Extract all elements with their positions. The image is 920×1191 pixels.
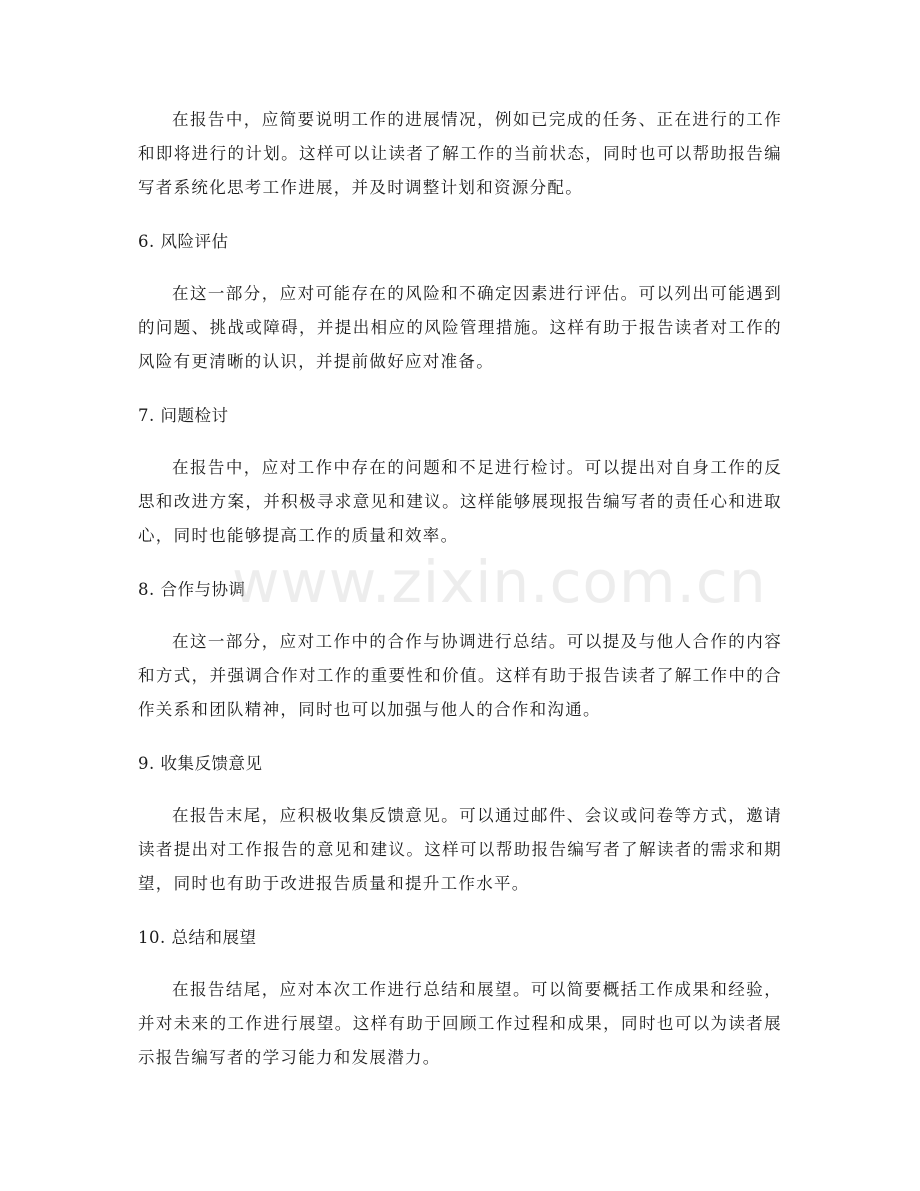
spacer bbox=[138, 205, 782, 225]
spacer bbox=[138, 781, 782, 799]
document-body bbox=[138, 103, 782, 1075]
paragraph-cooperation: 在这一部分，应对工作中的合作与协调进行总结。可以提及与他人合作的内容和方式，并强调合作对工作的重要性和价值。这样有助于报告读者了解工作中的合作关系和团队精神，同时也可以加强与他人的合作和沟通。 bbox=[138, 632, 782, 719]
paragraph-risk-assessment: 在这一部分，应对可能存在的风险和不确定因素进行评估。可以列出可能遇到的问题、挑战或障碍，并提出相应的风险管理措施。这样有助于报告读者对工作的风险有更清晰的认识，并提前做好应对准备。 bbox=[138, 284, 782, 371]
spacer bbox=[138, 553, 782, 573]
paragraph-summary-outlook: 在报告结尾，应对本次工作进行总结和展望。可以简要概括工作成果和经验，并对未来的工作进行展望。这样有助于回顾工作过程和成果，同时也可以为读者展示报告编写者的学习能力和发展潜力。 bbox=[138, 980, 782, 1067]
spacer bbox=[138, 955, 782, 973]
spacer bbox=[138, 607, 782, 625]
section-heading-cooperation: 8. 合作与协调 bbox=[138, 580, 246, 599]
section-heading-feedback: 9. 收集反馈意见 bbox=[138, 754, 263, 773]
spacer bbox=[138, 259, 782, 277]
paragraph-problem-review: 在报告中，应对工作中存在的问题和不足进行检讨。可以提出对自身工作的反思和改进方案，并积极寻求意见和建议。这样能够展现报告编写者的责任心和进取心，同时也能够提高工作的质量和效率。 bbox=[138, 458, 782, 545]
watermark-text: www.zixin.com.cn bbox=[232, 548, 767, 616]
spacer bbox=[138, 901, 782, 921]
section-heading-problem-review: 7. 问题检讨 bbox=[138, 406, 229, 425]
section-heading-summary-outlook: 10. 总结和展望 bbox=[138, 928, 257, 947]
spacer bbox=[138, 379, 782, 399]
paragraph-feedback: 在报告末尾，应积极收集反馈意见。可以通过邮件、会议或问卷等方式，邀请读者提出对工作报告的意见和建议。这样可以帮助报告编写者了解读者的需求和期望，同时也有助于改进报告质量和提升工作水平。 bbox=[138, 806, 782, 893]
spacer bbox=[138, 727, 782, 747]
section-heading-risk-assessment: 6. 风险评估 bbox=[138, 232, 229, 251]
paragraph-progress: 在报告中，应简要说明工作的进展情况，例如已完成的任务、正在进行的工作和即将进行的计划。这样可以让读者了解工作的当前状态，同时也可以帮助报告编写者系统化思考工作进展，并及时调整计划和资源分配。 bbox=[138, 110, 782, 197]
spacer bbox=[138, 433, 782, 451]
